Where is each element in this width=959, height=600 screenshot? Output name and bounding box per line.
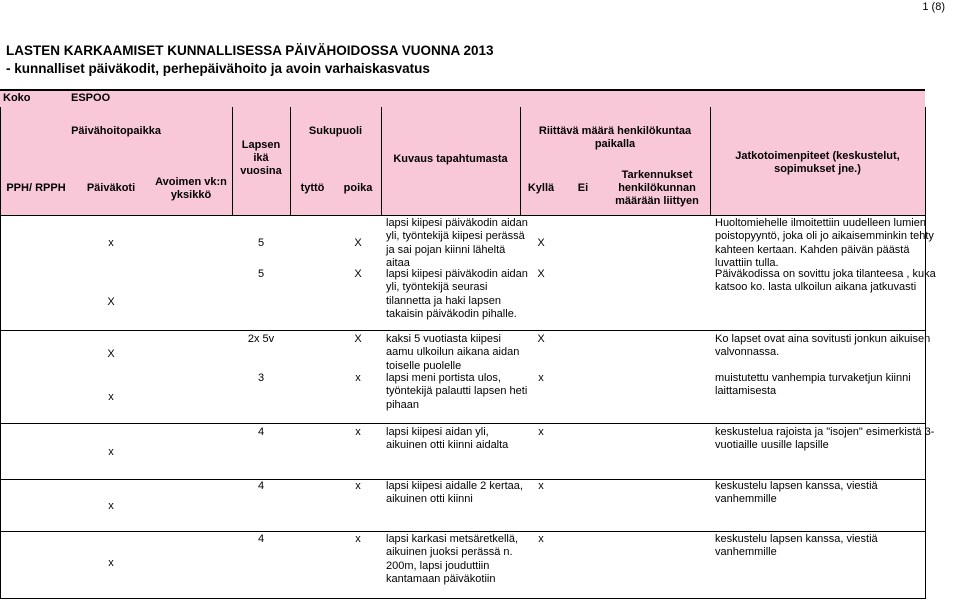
koko-value: ESPOO [71, 92, 111, 104]
header-divider [0, 107, 1, 215]
koko-label: Koko [3, 92, 31, 104]
poika-mark: x [355, 426, 361, 438]
poika-mark: X [354, 237, 362, 249]
follow-up-actions: Huoltomiehelle ilmoitettiin uudelleen lumien poistopyyntö, joka oli jo aikaisemminkin tehty kahteen kertaan. Kahden päivän päästä luvattiin tulla. [715, 217, 934, 269]
kylla-mark: X [537, 333, 545, 345]
follow-up-actions: keskustelu lapsen kanssa, viestiä vanhemmille [715, 533, 878, 559]
report-subtitle: - kunnalliset päiväkodit, perhepäivähoito ja avoin varhaiskasvatus [6, 61, 430, 76]
header-jatkotoimenpiteet: Jatkotoimenpiteet (keskustelut, sopimukset jne.) [735, 150, 900, 175]
poika-mark: x [355, 533, 361, 545]
event-description: kaksi 5 vuotiasta kiipesi aamu ulkoilun aikana aidan toiselle puolelle [386, 333, 520, 372]
header-sukupuoli: Sukupuoli [308, 125, 363, 137]
paivakoti-mark: x [108, 391, 114, 403]
header-kuvaus: Kuvaus tapahtumasta [393, 153, 508, 165]
kylla-mark: x [538, 372, 544, 384]
header-poika: poika [343, 182, 373, 194]
header-pph: PPH/ RPPH [6, 182, 66, 194]
page-number: 1 (8) [922, 1, 945, 13]
age-value: 3 [257, 372, 265, 384]
row-separator [0, 215, 925, 216]
row-separator [0, 531, 925, 532]
row-separator [0, 598, 925, 599]
koko-bar [0, 89, 925, 108]
age-value: 4 [257, 480, 265, 492]
kylla-mark: x [538, 480, 544, 492]
header-paivahoitopaikka: Päivähoitopaikka [71, 125, 161, 137]
kylla-mark: X [537, 268, 545, 280]
event-description: lapsi meni portista ulos, työntekijä palautti lapsen heti pihaan [386, 372, 528, 411]
header-ika: Lapsen ikä vuosina [240, 139, 282, 177]
kylla-mark: x [538, 426, 544, 438]
header-tytto: tyttö [300, 182, 325, 194]
event-description: lapsi karkasi metsäretkellä, aikuinen juoksi perässä n. 200m, lapsi jouduttiin kantamaan päiväkotiin [386, 533, 519, 585]
event-description: lapsi kiipesi aidalle 2 kertaa, aikuinen otti kiinni [386, 480, 523, 506]
paivakoti-mark: X [107, 348, 115, 360]
row-separator [0, 330, 925, 331]
paivakoti-mark: X [107, 296, 115, 308]
poika-mark: X [354, 333, 362, 345]
paivakoti-mark: x [108, 237, 114, 249]
follow-up-actions: keskustelu lapsen kanssa, viestiä vanhemmille [715, 480, 878, 506]
event-description: lapsi kiipesi päiväkodin aidan yli, työntekijä kiipesi perässä ja sai pojan kiinni läheltä aitaa [386, 217, 528, 269]
event-description: lapsi kiipesi päiväkodin aidan yli, työntekijä seurasi tilannetta ja haki lapsen takaisin päiväkodin pihalle. [386, 268, 528, 320]
follow-up-actions: Päiväkodissa on sovittu joka tilanteesa , kuka katsoo ko. lasta ulkoilun aikana jatkuvasti [715, 268, 936, 294]
poika-mark: X [354, 268, 362, 280]
kylla-mark: X [537, 237, 545, 249]
paivakoti-mark: x [108, 500, 114, 512]
header-divider [520, 107, 521, 215]
age-value: 4 [257, 533, 265, 545]
left-border [0, 215, 1, 599]
header-divider [925, 107, 926, 215]
header-riittava: Riittävä määrä henkilökuntaa paikalla [538, 125, 692, 150]
report-title: LASTEN KARKAAMISET KUNNALLISESSA PÄIVÄHOIDOSSA VUONNA 2013 [6, 43, 494, 58]
header-ei: Ei [577, 182, 589, 194]
age-value: 5 [257, 237, 265, 249]
header-tarkennukset: Tarkennukset henkilökunnan määrään liittyen [615, 169, 699, 207]
age-value: 2x 5v [247, 333, 275, 345]
header-paivakoti: Päiväkoti [86, 182, 136, 194]
poika-mark: x [355, 480, 361, 492]
header-avoimen: Avoimen vk:n yksikkö [155, 176, 227, 201]
header-kylla: Kyllä [527, 182, 555, 194]
header-divider [290, 107, 291, 215]
age-value: 5 [257, 268, 265, 280]
follow-up-actions: keskustelua rajoista ja "isojen" esimerkistä 3- vuotiaille uusille lapsille [715, 426, 935, 452]
event-description: lapsi kiipesi aidan yli, aikuinen otti kiinni aidalta [386, 426, 509, 452]
row-separator [0, 423, 925, 424]
follow-up-actions: Ko lapset ovat aina sovitusti jonkun aikuisen valvonnassa. [715, 333, 931, 359]
paivakoti-mark: x [108, 557, 114, 569]
paivakoti-mark: x [108, 446, 114, 458]
follow-up-actions: muistutettu vanhempia turvaketjun kiinni laittamisesta [715, 372, 911, 398]
age-value: 4 [257, 426, 265, 438]
kylla-mark: x [538, 533, 544, 545]
poika-mark: x [355, 372, 361, 384]
